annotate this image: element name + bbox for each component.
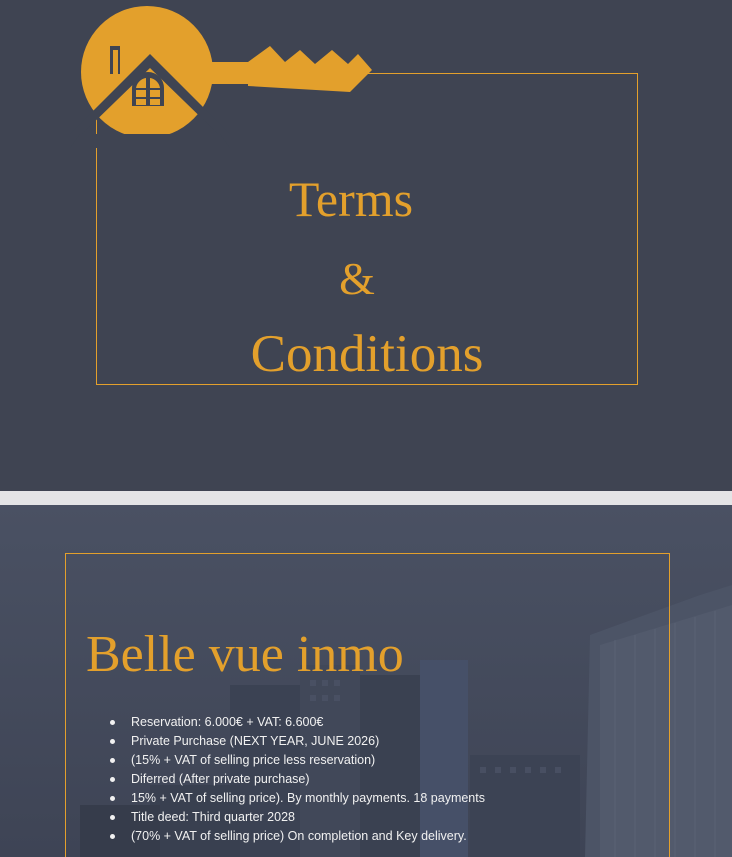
house-key-icon — [70, 6, 375, 148]
bullet-icon — [110, 834, 115, 839]
terms-slide — [0, 505, 732, 857]
title-terms: Terms — [288, 171, 414, 227]
list-item: 15% + VAT of selling price). By monthly payments. 18 payments — [108, 789, 485, 808]
bullet-icon — [110, 758, 115, 763]
list-item: (15% + VAT of selling price less reservation) — [108, 751, 485, 770]
bullet-icon — [110, 720, 115, 725]
list-item: Title deed: Third quarter 2028 — [108, 808, 485, 827]
bullet-icon — [110, 815, 115, 820]
title-ampersand: & — [339, 253, 375, 304]
list-item: Reservation: 6.000€ + VAT: 6.600€ — [108, 713, 485, 732]
bullet-icon — [110, 739, 115, 744]
bullet-icon — [110, 796, 115, 801]
list-item: Private Purchase (NEXT YEAR, JUNE 2026) — [108, 732, 485, 751]
slide-heading: Belle vue inmo — [86, 626, 404, 683]
list-item: Diferred (After private purchase) — [108, 770, 485, 789]
title-conditions: Conditions — [250, 325, 484, 383]
slide-separator — [0, 491, 732, 505]
list-item: (70% + VAT of selling price) On completion and Key delivery. — [108, 827, 485, 846]
terms-list — [108, 713, 485, 846]
bullet-icon — [110, 777, 115, 782]
